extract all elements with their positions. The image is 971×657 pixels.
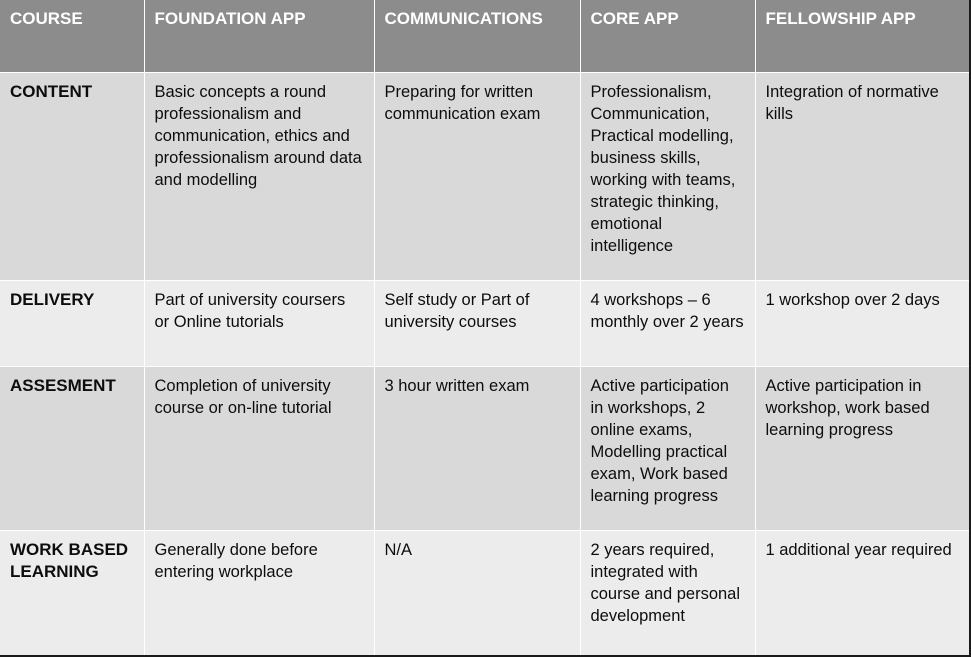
header-communications: COMMUNICATIONS [374, 0, 580, 72]
cell-content-foundation: Basic concepts a round professionalism and communication, ethics and professionalism around data and modelling [144, 72, 374, 280]
cell-wbl-fellowship: 1 additional year required [755, 530, 969, 655]
cell-assesment-foundation: Completion of university course or on-line tutorial [144, 366, 374, 530]
header-foundation-app: FOUNDATION APP [144, 0, 374, 72]
cell-delivery-foundation: Part of university coursers or Online tutorials [144, 280, 374, 366]
table-row [0, 280, 969, 366]
cell-content-fellowship: Integration of normative kills [755, 72, 969, 280]
row-label-delivery: DELIVERY [0, 280, 144, 366]
header-core-app: CORE APP [580, 0, 755, 72]
cell-wbl-core: 2 years required, integrated with course and personal development [580, 530, 755, 655]
table-row [0, 366, 969, 530]
header-course: COURSE [0, 0, 144, 72]
table-header-row [0, 0, 969, 72]
cell-assesment-fellowship: Active participation in workshop, work based learning progress [755, 366, 969, 530]
row-label-work-based-learning: WORK BASED LEARNING [0, 530, 144, 655]
cell-assesment-core: Active participation in workshops, 2 online exams, Modelling practical exam, Work based learning progress [580, 366, 755, 530]
cell-delivery-fellowship: 1 workshop over 2 days [755, 280, 969, 366]
cell-wbl-communications: N/A [374, 530, 580, 655]
cell-delivery-communications: Self study or Part of university courses [374, 280, 580, 366]
cell-assesment-communications: 3 hour written exam [374, 366, 580, 530]
cell-wbl-foundation: Generally done before entering workplace [144, 530, 374, 655]
header-fellowship-app: FELLOWSHIP APP [755, 0, 969, 72]
row-label-assesment: ASSESMENT [0, 366, 144, 530]
cell-content-core: Professionalism, Communication, Practical modelling, business skills, working with teams, strategic thinking, emotional intelligence [580, 72, 755, 280]
table-row [0, 530, 969, 655]
table-row [0, 72, 969, 280]
cell-content-communications: Preparing for written communication exam [374, 72, 580, 280]
cell-delivery-core: 4 workshops – 6 monthly over 2 years [580, 280, 755, 366]
row-label-content: CONTENT [0, 72, 144, 280]
